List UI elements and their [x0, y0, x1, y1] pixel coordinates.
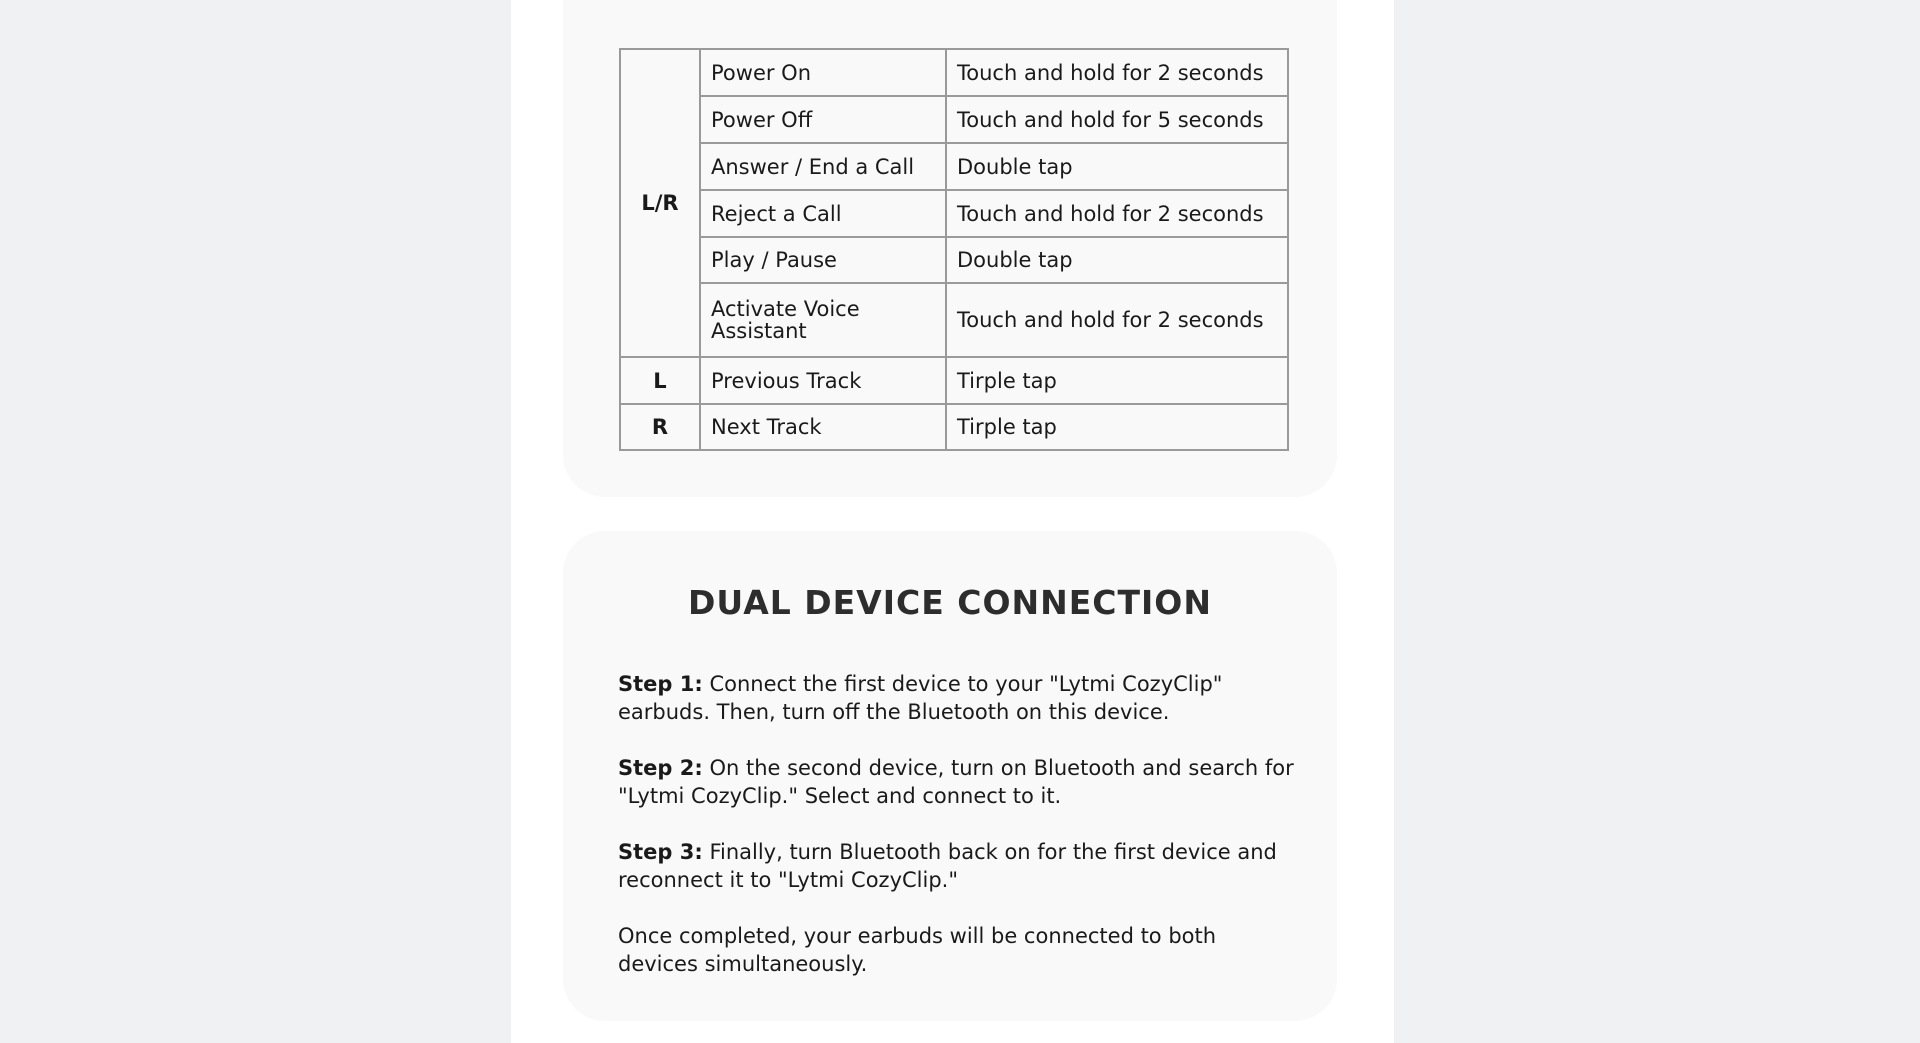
side-cell: L/R [620, 49, 700, 357]
table-row [620, 49, 1288, 96]
step-text: On the second device, turn on Bluetooth and search for "Lytmi CozyClip." Select and connect to it. [618, 756, 1294, 808]
step-item [618, 670, 1298, 726]
side-cell: L [620, 357, 700, 404]
action-cell: Tirple tap [946, 357, 1288, 404]
function-cell: Previous Track [700, 357, 946, 404]
controls-card [563, 0, 1337, 497]
action-cell: Touch and hold for 5 seconds [946, 96, 1288, 143]
function-cell: Reject a Call [700, 190, 946, 237]
function-cell: Activate Voice Assistant [700, 283, 946, 357]
function-cell: Play / Pause [700, 237, 946, 283]
function-cell: Power Off [700, 96, 946, 143]
step-text: Finally, turn Bluetooth back on for the first device and reconnect it to "Lytmi CozyClip." [618, 840, 1277, 892]
step-label: Step 3: [618, 840, 703, 864]
content-column [511, 0, 1394, 1043]
dual-connection-card [563, 531, 1337, 1021]
table-row [620, 143, 1288, 190]
touch-controls-table [619, 48, 1289, 451]
closing-text: Once completed, your earbuds will be connected to both devices simultaneously. [618, 924, 1217, 976]
table-row [620, 190, 1288, 237]
action-cell: Touch and hold for 2 seconds [946, 190, 1288, 237]
step-label: Step 2: [618, 756, 703, 780]
side-cell: R [620, 404, 700, 450]
function-cell: Power On [700, 49, 946, 96]
table-row [620, 283, 1288, 357]
function-cell: Answer / End a Call [700, 143, 946, 190]
steps-list [618, 670, 1298, 1006]
table-row [620, 96, 1288, 143]
section-title: DUAL DEVICE CONNECTION [688, 583, 1212, 622]
action-cell: Touch and hold for 2 seconds [946, 49, 1288, 96]
action-cell: Tirple tap [946, 404, 1288, 450]
table-row [620, 357, 1288, 404]
action-cell: Double tap [946, 143, 1288, 190]
step-text: Connect the first device to your "Lytmi CozyClip" earbuds. Then, turn off the Bluetooth on this device. [618, 672, 1223, 724]
function-cell: Next Track [700, 404, 946, 450]
table-row [620, 237, 1288, 283]
action-cell: Touch and hold for 2 seconds [946, 283, 1288, 357]
step-item [618, 838, 1298, 894]
action-cell: Double tap [946, 237, 1288, 283]
step-label: Step 1: [618, 672, 703, 696]
step-item [618, 754, 1298, 810]
table-row [620, 404, 1288, 450]
